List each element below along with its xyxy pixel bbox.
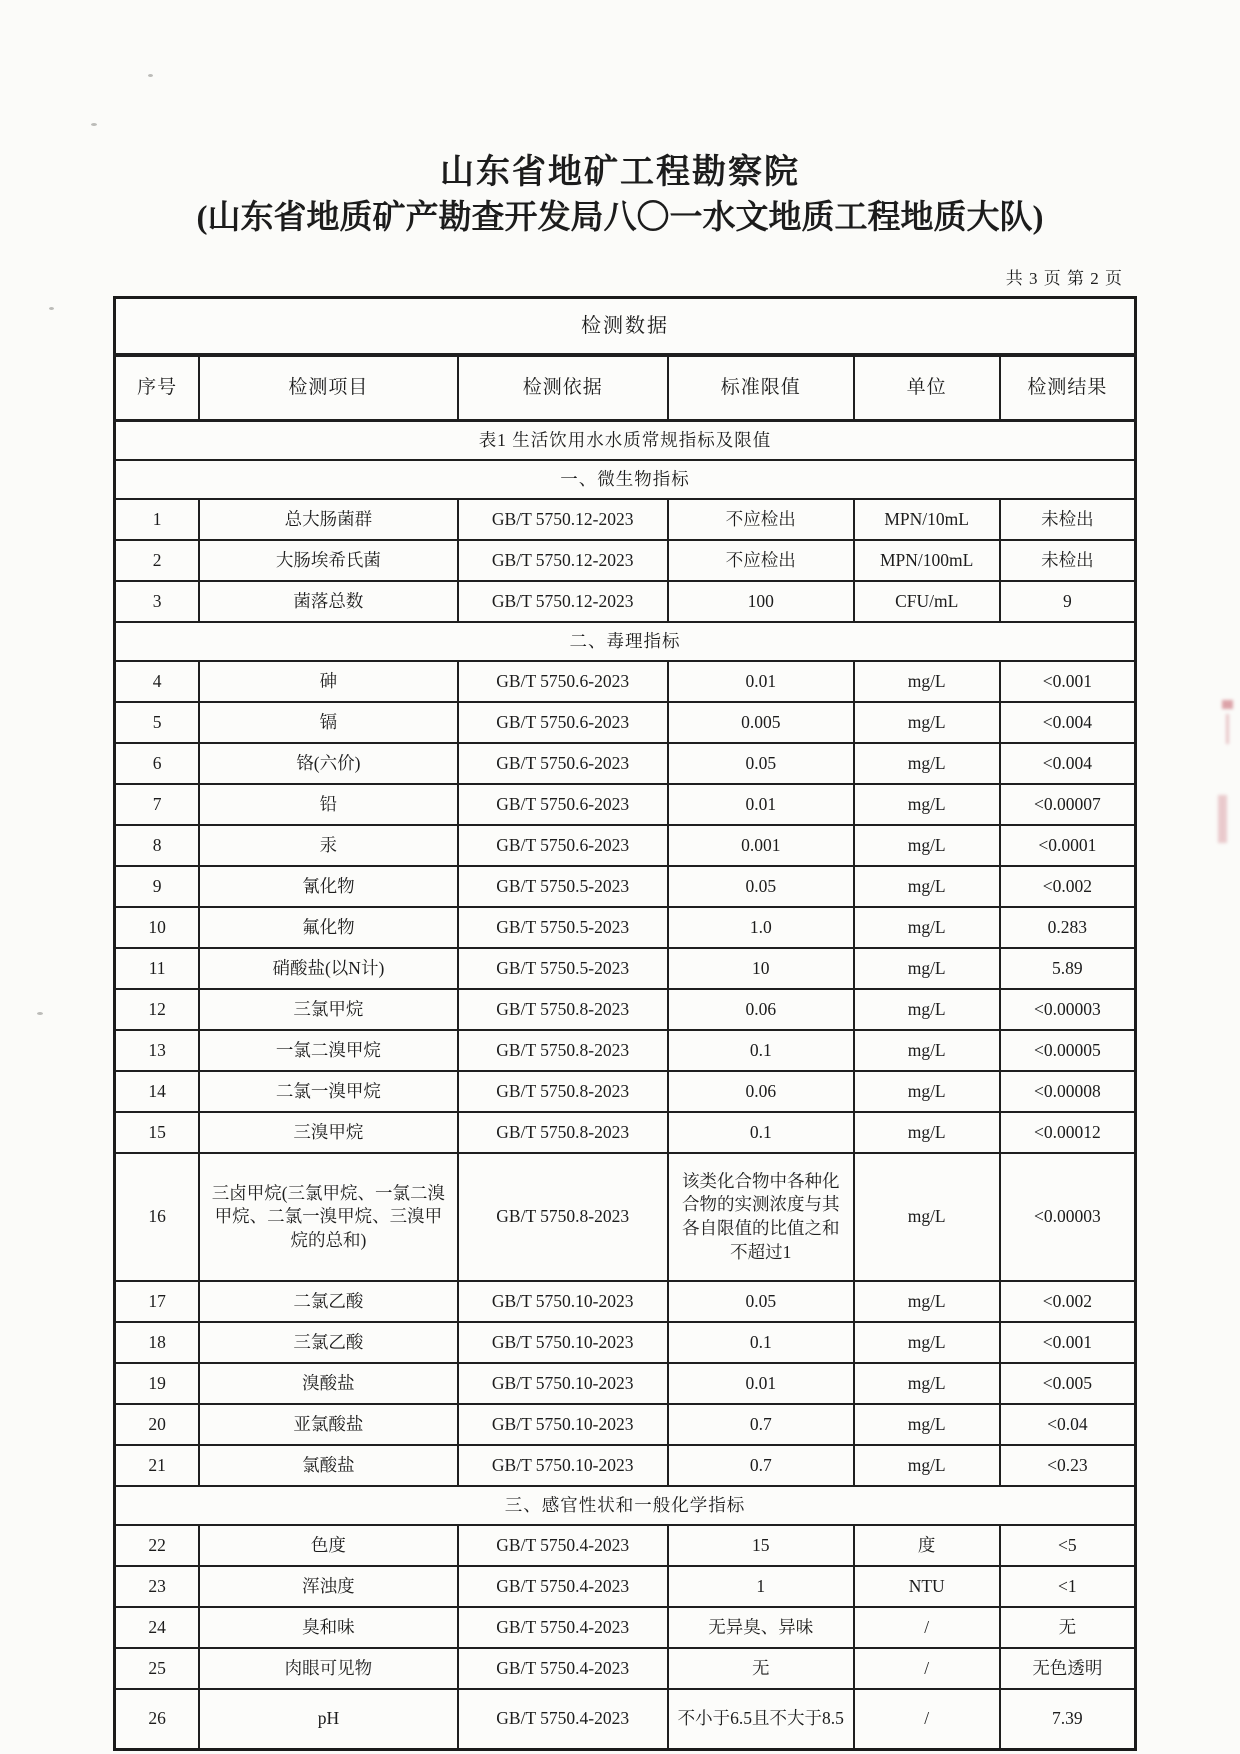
cell-no: 9 (115, 866, 200, 907)
cell-item: 三氯乙酸 (199, 1322, 457, 1363)
cell-unit: mg/L (854, 948, 1000, 989)
cell-no: 10 (115, 907, 200, 948)
cell-limit: 不小于6.5且不大于8.5 (668, 1689, 854, 1750)
cell-unit: mg/L (854, 661, 1000, 702)
cell-item: 大肠埃希氏菌 (199, 540, 457, 581)
table-title: 检测数据 (115, 298, 1136, 356)
section-header: 三、感官性状和一般化学指标 (115, 1486, 1136, 1525)
cell-result: 未检出 (1000, 499, 1136, 540)
cell-basis: GB/T 5750.8-2023 (458, 989, 668, 1030)
table-row (115, 907, 1136, 948)
cell-result: <0.002 (1000, 866, 1136, 907)
table-row (115, 1648, 1136, 1689)
cell-item: 铬(六价) (199, 743, 457, 784)
cell-no: 2 (115, 540, 200, 581)
cell-unit: mg/L (854, 1153, 1000, 1281)
table-subtitle: 表1 生活饮用水水质常规指标及限值 (115, 421, 1136, 461)
cell-no: 6 (115, 743, 200, 784)
table-row (115, 866, 1136, 907)
cell-basis: GB/T 5750.12-2023 (458, 581, 668, 622)
cell-basis: GB/T 5750.12-2023 (458, 499, 668, 540)
cell-limit: 该类化合物中各种化合物的实测浓度与其各自限值的比值之和不超过1 (668, 1153, 854, 1281)
table-span-row (115, 421, 1136, 461)
table-header-row (115, 355, 1136, 421)
table-row (115, 1153, 1136, 1281)
cell-result: <0.001 (1000, 1322, 1136, 1363)
cell-basis: GB/T 5750.5-2023 (458, 948, 668, 989)
cell-no: 22 (115, 1525, 200, 1566)
cell-unit: MPN/100mL (854, 540, 1000, 581)
table-row (115, 948, 1136, 989)
cell-basis: GB/T 5750.8-2023 (458, 1030, 668, 1071)
table-row (115, 1689, 1136, 1750)
cell-no: 3 (115, 581, 200, 622)
cell-item: 色度 (199, 1525, 457, 1566)
cell-result: <0.23 (1000, 1445, 1136, 1486)
table-row (115, 825, 1136, 866)
cell-result: <1 (1000, 1566, 1136, 1607)
cell-no: 14 (115, 1071, 200, 1112)
cell-unit: / (854, 1689, 1000, 1750)
cell-no: 11 (115, 948, 200, 989)
table-body (115, 421, 1136, 1750)
cell-item: 氟化物 (199, 907, 457, 948)
cell-item: 一氯二溴甲烷 (199, 1030, 457, 1071)
cell-result: <0.004 (1000, 743, 1136, 784)
table-row (115, 1071, 1136, 1112)
cell-limit: 0.7 (668, 1445, 854, 1486)
cell-unit: mg/L (854, 1281, 1000, 1322)
cell-unit: mg/L (854, 784, 1000, 825)
cell-unit: MPN/10mL (854, 499, 1000, 540)
cell-no: 21 (115, 1445, 200, 1486)
cell-item: 三卤甲烷(三氯甲烷、一氯二溴甲烷、二氯一溴甲烷、三溴甲烷的总和) (199, 1153, 457, 1281)
cell-item: 二氯一溴甲烷 (199, 1071, 457, 1112)
cell-item: 氯酸盐 (199, 1445, 457, 1486)
cell-result: <0.00003 (1000, 989, 1136, 1030)
cell-basis: GB/T 5750.5-2023 (458, 866, 668, 907)
cell-unit: CFU/mL (854, 581, 1000, 622)
cell-no: 25 (115, 1648, 200, 1689)
cell-unit: mg/L (854, 1112, 1000, 1153)
cell-item: 汞 (199, 825, 457, 866)
cell-item: 亚氯酸盐 (199, 1404, 457, 1445)
cell-no: 8 (115, 825, 200, 866)
cell-limit: 1 (668, 1566, 854, 1607)
cell-limit: 15 (668, 1525, 854, 1566)
cell-unit: mg/L (854, 1445, 1000, 1486)
institution-subtitle: (山东省地质矿产勘查开发局八〇一水文地质工程地质大队) (196, 199, 1044, 236)
cell-no: 23 (115, 1566, 200, 1607)
cell-unit: mg/L (854, 702, 1000, 743)
cell-limit: 100 (668, 581, 854, 622)
table-row (115, 1607, 1136, 1648)
cell-result: <0.00012 (1000, 1112, 1136, 1153)
cell-limit: 0.01 (668, 661, 854, 702)
table-row (115, 1445, 1136, 1486)
cell-limit: 无异臭、异味 (668, 1607, 854, 1648)
cell-no: 19 (115, 1363, 200, 1404)
col-header-basis: 检测依据 (458, 355, 668, 421)
col-header-limit: 标准限值 (668, 355, 854, 421)
table-row (115, 784, 1136, 825)
scan-speck (37, 1012, 43, 1015)
cell-no: 15 (115, 1112, 200, 1153)
cell-limit: 10 (668, 948, 854, 989)
cell-limit: 0.7 (668, 1404, 854, 1445)
table-span-row (115, 622, 1136, 661)
cell-basis: GB/T 5750.8-2023 (458, 1071, 668, 1112)
cell-result: <0.004 (1000, 702, 1136, 743)
table-row (115, 1281, 1136, 1322)
cell-no: 20 (115, 1404, 200, 1445)
cell-result: <0.00005 (1000, 1030, 1136, 1071)
cell-unit: mg/L (854, 1322, 1000, 1363)
table-row (115, 743, 1136, 784)
cell-result: 0.283 (1000, 907, 1136, 948)
cell-basis: GB/T 5750.8-2023 (458, 1153, 668, 1281)
cell-basis: GB/T 5750.10-2023 (458, 1363, 668, 1404)
cell-basis: GB/T 5750.6-2023 (458, 702, 668, 743)
cell-no: 5 (115, 702, 200, 743)
cell-item: 三氯甲烷 (199, 989, 457, 1030)
cell-no: 1 (115, 499, 200, 540)
cell-limit: 0.1 (668, 1112, 854, 1153)
cell-limit: 不应检出 (668, 540, 854, 581)
table-row (115, 1030, 1136, 1071)
cell-basis: GB/T 5750.4-2023 (458, 1607, 668, 1648)
table-row (115, 1363, 1136, 1404)
cell-item: 肉眼可见物 (199, 1648, 457, 1689)
cell-no: 4 (115, 661, 200, 702)
table-row (115, 1112, 1136, 1153)
cell-result: 无色透明 (1000, 1648, 1136, 1689)
cell-basis: GB/T 5750.4-2023 (458, 1566, 668, 1607)
cell-item: pH (199, 1689, 457, 1750)
table-row (115, 1566, 1136, 1607)
cell-item: 铅 (199, 784, 457, 825)
cell-item: 浑浊度 (199, 1566, 457, 1607)
cell-result: 9 (1000, 581, 1136, 622)
cell-no: 12 (115, 989, 200, 1030)
table-row (115, 989, 1136, 1030)
cell-limit: 无 (668, 1648, 854, 1689)
cell-result: <0.00007 (1000, 784, 1136, 825)
col-header-unit: 单位 (854, 355, 1000, 421)
cell-item: 臭和味 (199, 1607, 457, 1648)
cell-unit: mg/L (854, 1404, 1000, 1445)
cell-result: 5.89 (1000, 948, 1136, 989)
table-row (115, 1404, 1136, 1445)
cell-limit: 0.06 (668, 989, 854, 1030)
table-row (115, 1525, 1136, 1566)
cell-result: <0.00003 (1000, 1153, 1136, 1281)
col-header-result: 检测结果 (1000, 355, 1136, 421)
cell-basis: GB/T 5750.6-2023 (458, 661, 668, 702)
cell-basis: GB/T 5750.5-2023 (458, 907, 668, 948)
cell-unit: / (854, 1648, 1000, 1689)
cell-result: <0.001 (1000, 661, 1136, 702)
cell-basis: GB/T 5750.4-2023 (458, 1525, 668, 1566)
cell-item: 二氯乙酸 (199, 1281, 457, 1322)
cell-basis: GB/T 5750.10-2023 (458, 1322, 668, 1363)
cell-basis: GB/T 5750.4-2023 (458, 1689, 668, 1750)
cell-result: 7.39 (1000, 1689, 1136, 1750)
scan-speck (148, 74, 153, 77)
cell-item: 氰化物 (199, 866, 457, 907)
cell-unit: mg/L (854, 743, 1000, 784)
cell-limit: 0.1 (668, 1030, 854, 1071)
cell-limit: 0.05 (668, 866, 854, 907)
cell-result: 未检出 (1000, 540, 1136, 581)
cell-limit: 不应检出 (668, 499, 854, 540)
table-row (115, 499, 1136, 540)
section-header: 一、微生物指标 (115, 460, 1136, 499)
cell-unit: 度 (854, 1525, 1000, 1566)
cell-item: 总大肠菌群 (199, 499, 457, 540)
cell-result: <0.002 (1000, 1281, 1136, 1322)
table-row (115, 661, 1136, 702)
cell-no: 16 (115, 1153, 200, 1281)
col-header-no: 序号 (115, 355, 200, 421)
cell-unit: NTU (854, 1566, 1000, 1607)
cell-unit: mg/L (854, 1071, 1000, 1112)
cell-result: <0.0001 (1000, 825, 1136, 866)
table-span-row (115, 460, 1136, 499)
cell-item: 三溴甲烷 (199, 1112, 457, 1153)
cell-basis: GB/T 5750.4-2023 (458, 1648, 668, 1689)
cell-no: 24 (115, 1607, 200, 1648)
cell-no: 18 (115, 1322, 200, 1363)
cell-limit: 0.001 (668, 825, 854, 866)
cell-result: <5 (1000, 1525, 1136, 1566)
red-stamp-artifact (1222, 700, 1233, 709)
col-header-item: 检测项目 (199, 355, 457, 421)
document-header (0, 152, 1240, 239)
page-number-label: 共 3 页 第 2 页 (1005, 269, 1123, 288)
cell-basis: GB/T 5750.6-2023 (458, 784, 668, 825)
cell-basis: GB/T 5750.6-2023 (458, 825, 668, 866)
cell-unit: mg/L (854, 866, 1000, 907)
cell-limit: 0.06 (668, 1071, 854, 1112)
cell-limit: 1.0 (668, 907, 854, 948)
cell-no: 26 (115, 1689, 200, 1750)
scan-speck (91, 123, 97, 126)
cell-basis: GB/T 5750.12-2023 (458, 540, 668, 581)
cell-item: 硝酸盐(以N计) (199, 948, 457, 989)
cell-unit: mg/L (854, 1363, 1000, 1404)
cell-result: 无 (1000, 1607, 1136, 1648)
table-row (115, 702, 1136, 743)
cell-no: 13 (115, 1030, 200, 1071)
scan-speck (49, 307, 54, 310)
red-stamp-artifact (1218, 795, 1227, 843)
cell-unit: mg/L (854, 907, 1000, 948)
cell-limit: 0.01 (668, 784, 854, 825)
cell-basis: GB/T 5750.8-2023 (458, 1112, 668, 1153)
cell-item: 镉 (199, 702, 457, 743)
cell-item: 菌落总数 (199, 581, 457, 622)
cell-unit: / (854, 1607, 1000, 1648)
cell-result: <0.04 (1000, 1404, 1136, 1445)
cell-basis: GB/T 5750.10-2023 (458, 1281, 668, 1322)
table-row (115, 1322, 1136, 1363)
cell-limit: 0.005 (668, 702, 854, 743)
test-data-table (113, 296, 1137, 1751)
table-span-row (115, 1486, 1136, 1525)
table-title-row (115, 298, 1136, 356)
cell-basis: GB/T 5750.10-2023 (458, 1445, 668, 1486)
cell-unit: mg/L (854, 1030, 1000, 1071)
table-row (115, 540, 1136, 581)
cell-result: <0.005 (1000, 1363, 1136, 1404)
cell-basis: GB/T 5750.6-2023 (458, 743, 668, 784)
cell-limit: 0.05 (668, 1281, 854, 1322)
cell-item: 溴酸盐 (199, 1363, 457, 1404)
cell-item: 砷 (199, 661, 457, 702)
cell-no: 17 (115, 1281, 200, 1322)
cell-no: 7 (115, 784, 200, 825)
table-row (115, 581, 1136, 622)
cell-limit: 0.01 (668, 1363, 854, 1404)
cell-result: <0.00008 (1000, 1071, 1136, 1112)
section-header: 二、毒理指标 (115, 622, 1136, 661)
cell-unit: mg/L (854, 825, 1000, 866)
red-stamp-artifact (1226, 714, 1229, 744)
cell-limit: 0.1 (668, 1322, 854, 1363)
cell-basis: GB/T 5750.10-2023 (458, 1404, 668, 1445)
cell-limit: 0.05 (668, 743, 854, 784)
cell-unit: mg/L (854, 989, 1000, 1030)
institution-title: 山东省地矿工程勘察院 (440, 154, 800, 191)
